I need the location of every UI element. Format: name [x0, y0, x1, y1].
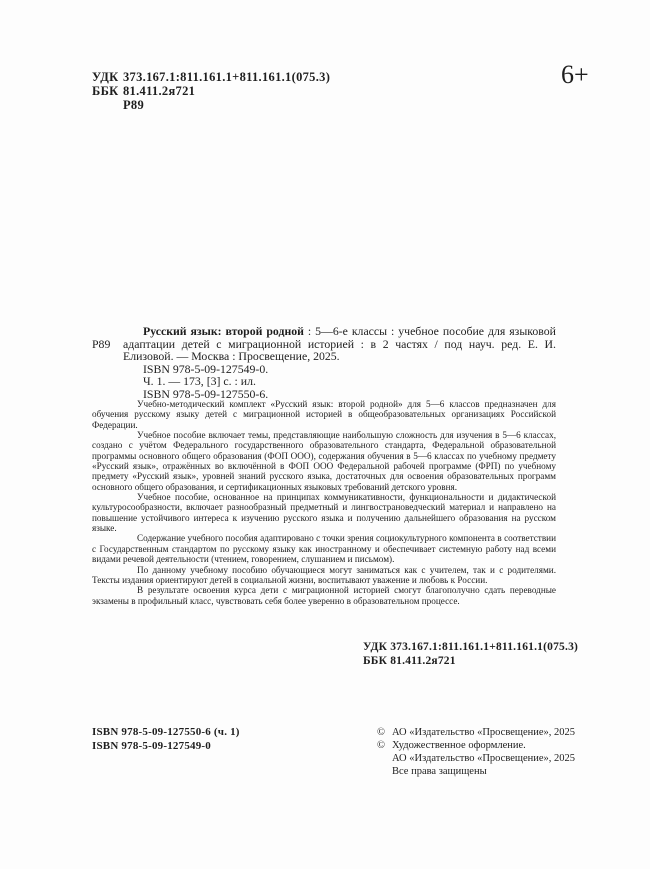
isbn-common-line: ISBN 978-5-09-127549-0.	[143, 361, 269, 376]
udk-value: 373.167.1:811.161.1+811.161.1(075.3)	[123, 70, 331, 84]
author-sign: Р89	[123, 98, 145, 112]
isbn-part-line: ISBN 978-5-09-127550-6.	[143, 386, 269, 401]
annotation-paragraph: Учебное пособие, основанное на принципах коммуникативности, функциональности и дидактической культуросообразности, включает разнообразный предметный и лингвострановедческий материал и направлено на повышение устойчивого интереса к изучению русского языка и получению дальнейшего образования на русском языке.	[92, 492, 556, 534]
footer-copyright-block	[377, 726, 575, 778]
part-info-line: Ч. 1. — 173, [3] с. : ил.	[143, 374, 256, 388]
udk-label: УДК	[92, 70, 119, 84]
copyright-spacer	[377, 752, 392, 765]
copyright-text: Художественное оформление.	[392, 740, 526, 751]
annotation-block	[92, 399, 556, 606]
annotation-paragraph: Учебно-методический комплект «Русский язык: второй родной» для 5—6 классов предназначен для обучения русскому языку детей с миграционной историей в общеобразовательных организациях Российской Федерации.	[92, 399, 556, 430]
bbk-label: ББК	[92, 84, 119, 98]
bbk-value: 81.411.2я721	[123, 84, 196, 98]
copyright-row	[377, 726, 575, 739]
footer-isbn-line: ISBN 978-5-09-127550-6 (ч. 1)	[92, 726, 240, 738]
annotation-paragraph: Содержание учебного пособия адаптировано с точки зрения социокультурного компонента в соответствии с Государственным стандартом по русскому языку как иностранному и обеспечивает системную работу над всеми видами речевой деятельности (чтением, говорением, слушанием и письмом).	[92, 533, 556, 565]
udk-row	[92, 70, 330, 84]
author-sign-spacer	[92, 98, 123, 112]
copyright-text: АО «Издательство «Просвещение», 2025	[392, 727, 576, 738]
bbk-row	[92, 84, 330, 98]
copyright-text: АО «Издательство «Просвещение», 2025	[392, 753, 576, 764]
author-sign-margin: Р89	[92, 337, 111, 351]
udk-bottom-line: УДК 373.167.1:811.161.1+811.161.1(075.3)	[363, 641, 579, 653]
copyright-row	[377, 765, 575, 778]
bib-description: : 5—6-е классы : учебное пособие для языковой адаптации детей с миграционной историей : в 2 частях / под науч. ред. Е. И. Елизовой. — Москва : Просвещение, 2025.	[123, 324, 556, 363]
copyright-icon: ©	[377, 740, 385, 751]
copyright-icon: ©	[377, 727, 385, 738]
annotation-paragraph: Учебное пособие включает темы, представляющие наибольшую сложность для изучения в 5—6 классах, создано с учётом Федерального государственного образовательного стандарта, Федеральной образовательной программы основного общего образования (ФОП ООО), содержания обучения в 5—6 классах по учебному предмету «Русский язык», отражённых во включённой в ФОП ООО Федеральной рабочей программе (ФРП) по учебному предмету «Русский язык», уровней знаний русского языка, достаточных для освоения образовательных программ основного общего образования, и сертификационных языковых требований детского уровня.	[92, 430, 556, 492]
copyright-text: Все права защищены	[392, 766, 487, 777]
footer-isbn-line: ISBN 978-5-09-127549-0	[92, 739, 211, 752]
annotation-paragraph: В результате освоения курса дети с миграционной историей смогут благополучно сдать переводные экзамены в профильный класс, чувствовать себя более уверенно в образовательном процессе.	[92, 585, 556, 606]
age-rating-badge: 6+	[561, 60, 589, 89]
copyright-row	[377, 739, 575, 752]
footer-isbn-block	[92, 726, 240, 753]
bib-entry	[123, 325, 556, 363]
copyright-spacer	[377, 765, 392, 778]
annotation-paragraph: По данному учебному пособию обучающиеся могут заниматься как с учителем, так и с родителями. Тексты издания ориентируют детей в социальной жизни, воспитывают уважение и любовь к России.	[92, 564, 556, 585]
bottom-classification-codes	[363, 641, 578, 668]
bibliographic-record	[92, 325, 556, 400]
bbk-bottom-line: ББК 81.411.2я721	[363, 654, 456, 667]
classification-codes	[92, 70, 330, 112]
author-sign-row	[92, 98, 330, 112]
copyright-row	[377, 752, 575, 765]
book-title: Русский язык: второй родной	[143, 324, 304, 338]
